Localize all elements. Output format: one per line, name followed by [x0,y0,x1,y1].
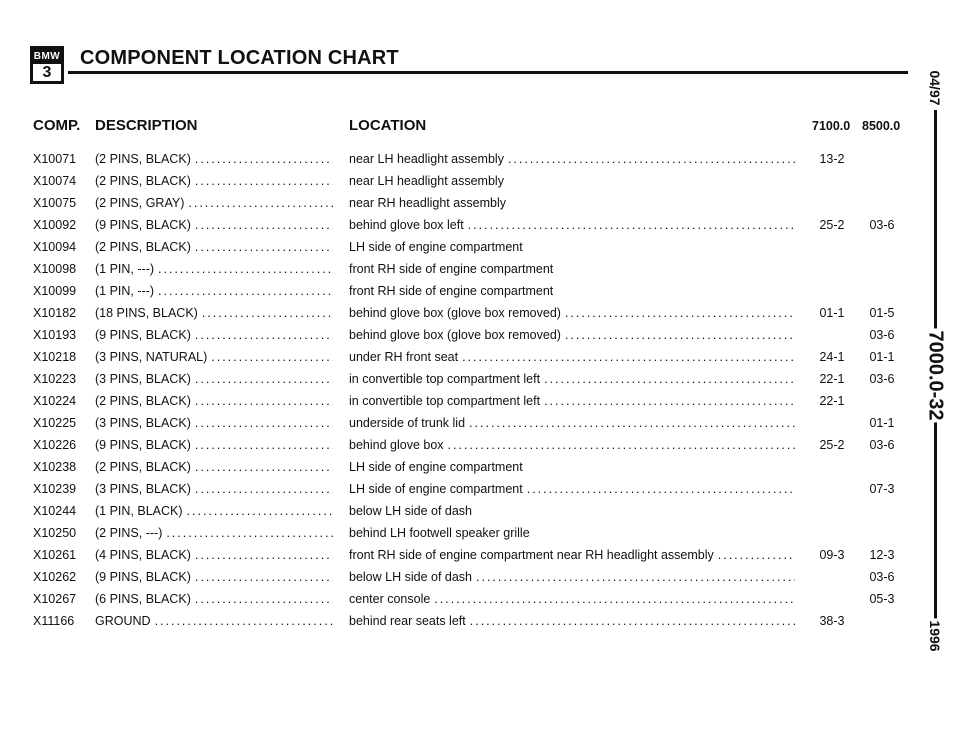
component-description: (2 PINS, BLACK) [95,152,191,166]
dot-leader [544,368,795,390]
dot-leader [195,478,333,500]
table-row [0,236,920,258]
component-code: X10182 [33,306,77,320]
table-row [0,456,920,478]
component-location: front RH side of engine compartment near RH headlight assembly [349,548,714,562]
logo-brand: BMW [33,51,61,62]
description-cell [95,280,333,302]
title-rule [68,71,908,74]
location-cell [349,324,795,346]
location-cell [349,236,795,258]
component-code: X10239 [33,482,77,496]
component-description: (2 PINS, BLACK) [95,174,191,188]
component-location: near LH headlight assembly [349,174,504,188]
side-page-number: 7000.0-32 [920,328,951,422]
col-header-8500: 8500.0 [862,119,901,133]
dot-leader [187,500,333,522]
dot-leader [195,390,333,412]
table-row [0,324,920,346]
ref-7100: 01-1 [819,306,845,320]
table-row [0,302,920,324]
description-cell [95,522,333,544]
description-cell [95,170,333,192]
dot-leader [195,434,333,456]
location-cell [349,280,795,302]
dot-leader [195,170,333,192]
component-location: behind glove box (glove box removed) [349,306,561,320]
dot-leader [158,280,333,302]
description-cell [95,214,333,236]
component-code: X10267 [33,592,77,606]
location-cell [349,588,795,610]
description-cell [95,566,333,588]
component-location: below LH side of dash [349,570,472,584]
component-description: (2 PINS, ---) [95,526,163,540]
table-row [0,522,920,544]
table-row [0,148,920,170]
table-row [0,610,920,632]
dot-leader [195,456,333,478]
component-description: (9 PINS, BLACK) [95,328,191,342]
dot-leader [211,346,333,368]
component-location: center console [349,592,431,606]
component-location: behind glove box left [349,218,464,232]
dot-leader [469,412,795,434]
ref-8500: 03-6 [869,372,895,386]
location-cell [349,456,795,478]
component-code: X10226 [33,438,77,452]
table-row [0,214,920,236]
component-location: near RH headlight assembly [349,196,507,210]
location-cell [349,522,795,544]
component-description: GROUND [95,614,151,628]
component-code: X11166 [33,614,75,628]
component-description: (18 PINS, BLACK) [95,306,198,320]
table-row [0,588,920,610]
description-cell [95,390,333,412]
table-row [0,478,920,500]
dot-leader [195,412,333,434]
dot-leader [462,346,795,368]
side-margin [920,30,950,670]
component-location: front RH side of engine compartment [349,262,554,276]
component-description: (9 PINS, BLACK) [95,570,191,584]
dot-leader [188,192,333,214]
component-location: LH side of engine compartment [349,240,523,254]
logo-series: 3 [42,64,52,81]
dot-leader [195,148,333,170]
table-row [0,566,920,588]
component-code: X10262 [33,570,77,584]
page-title: COMPONENT LOCATION CHART [80,47,399,69]
component-code: X10261 [33,548,77,562]
dot-leader [508,148,795,170]
table-row [0,544,920,566]
ref-7100: 13-2 [819,152,845,166]
col-header-7100: 7100.0 [812,119,851,133]
dot-leader [195,236,333,258]
ref-8500: 12-3 [869,548,895,562]
description-cell [95,412,333,434]
component-code: X10224 [33,394,77,408]
description-cell [95,368,333,390]
ref-7100: 38-3 [819,614,845,628]
component-location: behind rear seats left [349,614,466,628]
ref-8500: 01-5 [869,306,895,320]
dot-leader [476,566,795,588]
location-cell [349,346,795,368]
component-code: X10223 [33,372,77,386]
description-cell [95,610,333,632]
component-location: front RH side of engine compartment [349,284,554,298]
location-cell [349,170,795,192]
location-cell [349,214,795,236]
dot-leader [155,610,333,632]
dot-leader [527,478,795,500]
table-row [0,434,920,456]
component-code: X10218 [33,350,77,364]
component-location: underside of trunk lid [349,416,466,430]
ref-8500: 03-6 [869,328,895,342]
ref-8500: 07-3 [869,482,895,496]
component-description: (6 PINS, BLACK) [95,592,191,606]
location-cell [349,500,795,522]
description-cell [95,544,333,566]
component-table [0,148,920,632]
component-location: under RH front seat [349,350,459,364]
table-row [0,280,920,302]
component-code: X10094 [33,240,77,254]
component-description: (2 PINS, BLACK) [95,460,191,474]
dot-leader [565,324,795,346]
location-cell [349,258,795,280]
location-cell [349,566,795,588]
component-code: X10099 [33,284,77,298]
location-cell [349,390,795,412]
dot-leader [195,566,333,588]
dot-leader [202,302,333,324]
component-code: X10098 [33,262,77,276]
description-cell [95,456,333,478]
component-code: X10193 [33,328,77,342]
table-row [0,170,920,192]
table-row [0,412,920,434]
ref-8500: 05-3 [869,592,895,606]
component-description: (3 PINS, BLACK) [95,372,191,386]
component-location: below LH side of dash [349,504,472,518]
description-cell [95,434,333,456]
component-code: X10250 [33,526,77,540]
dot-leader [195,214,333,236]
dot-leader [195,588,333,610]
description-cell [95,324,333,346]
component-description: (1 PIN, ---) [95,284,155,298]
component-code: X10071 [33,152,77,166]
component-description: (2 PINS, BLACK) [95,240,191,254]
dot-leader [468,214,795,236]
component-location: behind LH footwell speaker grille [349,526,530,540]
dot-leader [448,434,795,456]
dot-leader [195,368,333,390]
table-row [0,192,920,214]
component-location: LH side of engine compartment [349,460,523,474]
dot-leader [470,610,795,632]
table-row [0,346,920,368]
component-code: X10074 [33,174,77,188]
location-cell [349,610,795,632]
ref-8500: 01-1 [869,350,895,364]
ref-8500: 01-1 [869,416,895,430]
description-cell [95,236,333,258]
component-code: X10075 [33,196,77,210]
component-description: (2 PINS, GRAY) [95,196,185,210]
component-description: (4 PINS, BLACK) [95,548,191,562]
location-cell [349,192,795,214]
location-cell [349,412,795,434]
component-description: (2 PINS, BLACK) [95,394,191,408]
dot-leader [195,324,333,346]
location-cell [349,148,795,170]
col-header-comp: COMP. [33,117,81,134]
component-location: behind glove box [349,438,444,452]
ref-8500: 03-6 [869,218,895,232]
component-location: behind glove box (glove box removed) [349,328,561,342]
ref-8500: 03-6 [869,570,895,584]
component-code: X10225 [33,416,77,430]
dot-leader [565,302,795,324]
component-location: LH side of engine compartment [349,482,523,496]
component-description: (3 PINS, NATURAL) [95,350,208,364]
side-year: 1996 [923,618,947,653]
ref-7100: 24-1 [819,350,845,364]
ref-8500: 03-6 [869,438,895,452]
location-cell [349,302,795,324]
ref-7100: 25-2 [819,218,845,232]
description-cell [95,346,333,368]
description-cell [95,588,333,610]
side-date: 04/97 [923,68,947,107]
component-description: (1 PIN, BLACK) [95,504,183,518]
component-location: near LH headlight assembly [349,152,504,166]
dot-leader [434,588,795,610]
location-cell [349,368,795,390]
table-row [0,368,920,390]
ref-7100: 09-3 [819,548,845,562]
dot-leader [166,522,333,544]
component-description: (3 PINS, BLACK) [95,416,191,430]
col-header-description: DESCRIPTION [95,117,198,134]
col-header-location: LOCATION [349,117,427,134]
location-cell [349,544,795,566]
table-row [0,390,920,412]
ref-7100: 22-1 [819,394,845,408]
description-cell [95,500,333,522]
component-description: (9 PINS, BLACK) [95,218,191,232]
dot-leader [158,258,333,280]
component-code: X10244 [33,504,77,518]
dot-leader [718,544,795,566]
ref-7100: 22-1 [819,372,845,386]
table-row [0,500,920,522]
ref-7100: 25-2 [819,438,845,452]
component-code: X10238 [33,460,77,474]
location-cell [349,434,795,456]
description-cell [95,192,333,214]
component-description: (3 PINS, BLACK) [95,482,191,496]
bmw-logo [30,46,64,84]
table-row [0,258,920,280]
description-cell [95,148,333,170]
location-cell [349,478,795,500]
dot-leader [544,390,795,412]
component-description: (9 PINS, BLACK) [95,438,191,452]
component-description: (1 PIN, ---) [95,262,155,276]
description-cell [95,302,333,324]
component-code: X10092 [33,218,77,232]
description-cell [95,258,333,280]
component-location: in convertible top compartment left [349,394,541,408]
component-location: in convertible top compartment left [349,372,541,386]
dot-leader [195,544,333,566]
description-cell [95,478,333,500]
